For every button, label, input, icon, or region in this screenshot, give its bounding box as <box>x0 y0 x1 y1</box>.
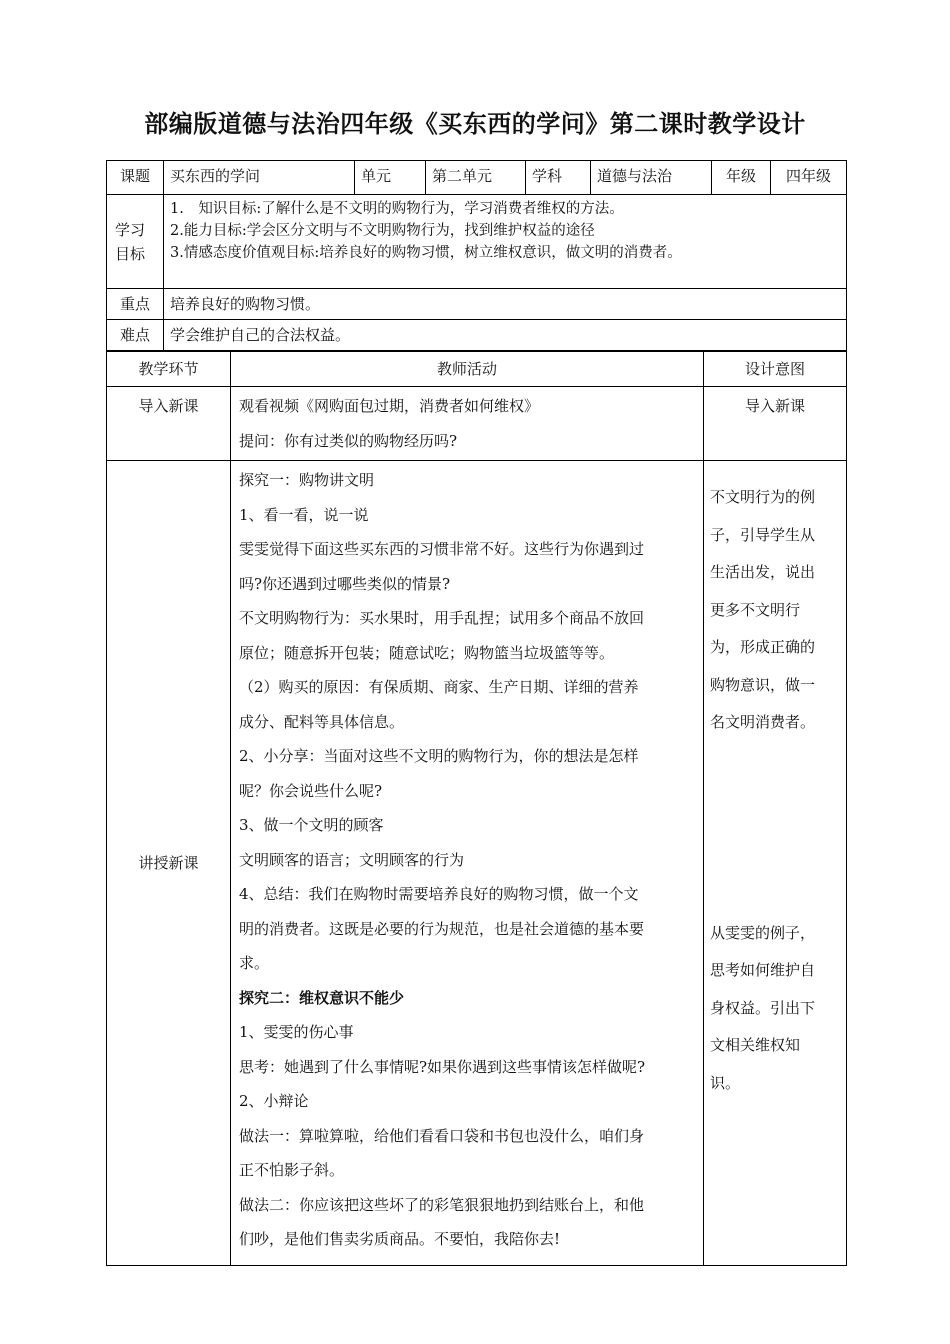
activity-line: 2、小辩论 <box>239 1092 309 1110</box>
intro-stage: 导入新课 <box>107 387 231 461</box>
intent-line: 身权益。引出下 <box>710 998 816 1017</box>
goal-item: 3.情感态度价值观目标:培养良好的购物习惯，树立维权意识，做文明的消费者。 <box>170 245 682 261</box>
intent-line: 名文明消费者。 <box>710 713 816 731</box>
document-title: 部编版道德与法治四年级《买东西的学问》第二课时教学设计 <box>144 109 806 138</box>
intent-line: 文相关维权知 <box>710 1036 801 1054</box>
activity-line: 成分、配料等具体信息。 <box>239 712 405 731</box>
activity-line: 1、看一看，说一说 <box>239 505 369 524</box>
header-activity: 教师活动 <box>231 352 704 387</box>
teaching-process-table <box>106 351 847 1266</box>
intro-intent: 导入新课 <box>704 387 847 461</box>
grade-value: 四年级 <box>771 161 847 195</box>
activity-line: 4、总结：我们在购物时需要培养良好的购物习惯，做一个文 <box>239 885 639 903</box>
activity-line: 不文明购物行为：买水果时，用手乱捏；试用多个商品不放回 <box>239 609 645 627</box>
activity-line: 探究一：购物讲文明 <box>239 471 375 489</box>
activity-line: 吗?你还遇到过哪些类似的情景? <box>239 574 451 593</box>
intent-line: 不文明行为的例 <box>710 488 816 506</box>
activity-line: 呢？你会说些什么呢? <box>239 781 383 800</box>
key-point-label: 重点 <box>107 289 164 320</box>
activity-line: 思考：她遇到了什么事情呢?如果你遇到这些事情该怎样做呢? <box>239 1057 646 1076</box>
subject-label: 学科 <box>526 161 591 195</box>
subject-value: 道德与法治 <box>591 161 712 195</box>
goals-content <box>164 195 847 289</box>
table-row <box>107 461 847 1266</box>
lecture-intent <box>704 461 847 1266</box>
activity-line: 原位；随意拆开包装；随意试吃；购物篮当垃圾篮等等。 <box>239 643 615 662</box>
activity-line: 正不怕影子斜。 <box>239 1161 345 1179</box>
goals-label <box>107 195 164 289</box>
lesson-info-table <box>106 160 847 351</box>
activity-line: 提问：你有过类似的购物经历吗? <box>239 431 458 450</box>
activity-heading: 探究二：维权意识不能少 <box>239 988 405 1007</box>
header-stage: 教学环节 <box>107 352 231 387</box>
activity-line: 观看视频《网购面包过期，消费者如何维权》 <box>239 397 540 415</box>
table-row <box>107 387 847 461</box>
key-point-value: 培养良好的购物习惯。 <box>164 289 847 320</box>
intent-line: 识。 <box>710 1073 741 1092</box>
activity-line: 2、小分享：当面对这些不文明的购物行为，你的想法是怎样 <box>239 747 639 765</box>
intent-line: 从雯雯的例子， <box>710 923 816 942</box>
activity-line: 1、雯雯的伤心事 <box>239 1023 354 1041</box>
goals-label-text: 学习目标 <box>115 220 146 263</box>
header-intent: 设计意图 <box>704 352 847 387</box>
activity-line: 做法一：算啦算啦，给他们看看口袋和书包也没什么，咱们身 <box>239 1126 645 1145</box>
lecture-stage: 讲授新课 <box>107 461 231 1266</box>
difficulty-label: 难点 <box>107 320 164 351</box>
intent-line: 更多不文明行 <box>710 600 801 619</box>
intent-line: 子，引导学生从 <box>710 525 816 544</box>
lecture-activity <box>231 461 704 1266</box>
activity-line: 做法二：你应该把这些坏了的彩笔狠狠地扔到结账台上，和他 <box>239 1195 645 1214</box>
activity-line: 雯雯觉得下面这些买东西的习惯非常不好。这些行为你遇到过 <box>239 540 645 558</box>
difficulty-value: 学会维护自己的合法权益。 <box>164 320 847 351</box>
intro-activity <box>231 387 704 461</box>
unit-label: 单元 <box>355 161 426 195</box>
unit-value: 第二单元 <box>426 161 526 195</box>
activity-line: 明的消费者。这既是必要的行为规范，也是社会道德的基本要 <box>239 919 645 938</box>
intent-line: 生活出发，说出 <box>710 563 816 581</box>
intent-line: 为，形成正确的 <box>710 638 816 656</box>
topic-label: 课题 <box>107 161 164 195</box>
activity-line: 们吵，是他们售卖劣质商品。不要怕，我陪你去! <box>239 1230 561 1248</box>
activity-line: 求。 <box>239 954 270 972</box>
activity-line: 3、做一个文明的顾客 <box>239 816 384 834</box>
intent-line: 思考如何维护自 <box>710 961 816 979</box>
goal-item: 1. 知识目标:了解什么是不文明的购物行为，学习消费者维权的方法。 <box>170 201 624 217</box>
grade-label: 年级 <box>712 161 771 195</box>
intent-line: 购物意识，做一 <box>710 675 816 694</box>
topic-value: 买东西的学问 <box>164 161 355 195</box>
activity-line: （2）购买的原因：有保质期、商家、生产日期、详细的营养 <box>239 678 639 696</box>
goal-item: 2.能力目标:学会区分文明与不文明购物行为，找到维护权益的途径 <box>170 223 595 239</box>
activity-line: 文明顾客的语言；文明顾客的行为 <box>239 850 465 869</box>
